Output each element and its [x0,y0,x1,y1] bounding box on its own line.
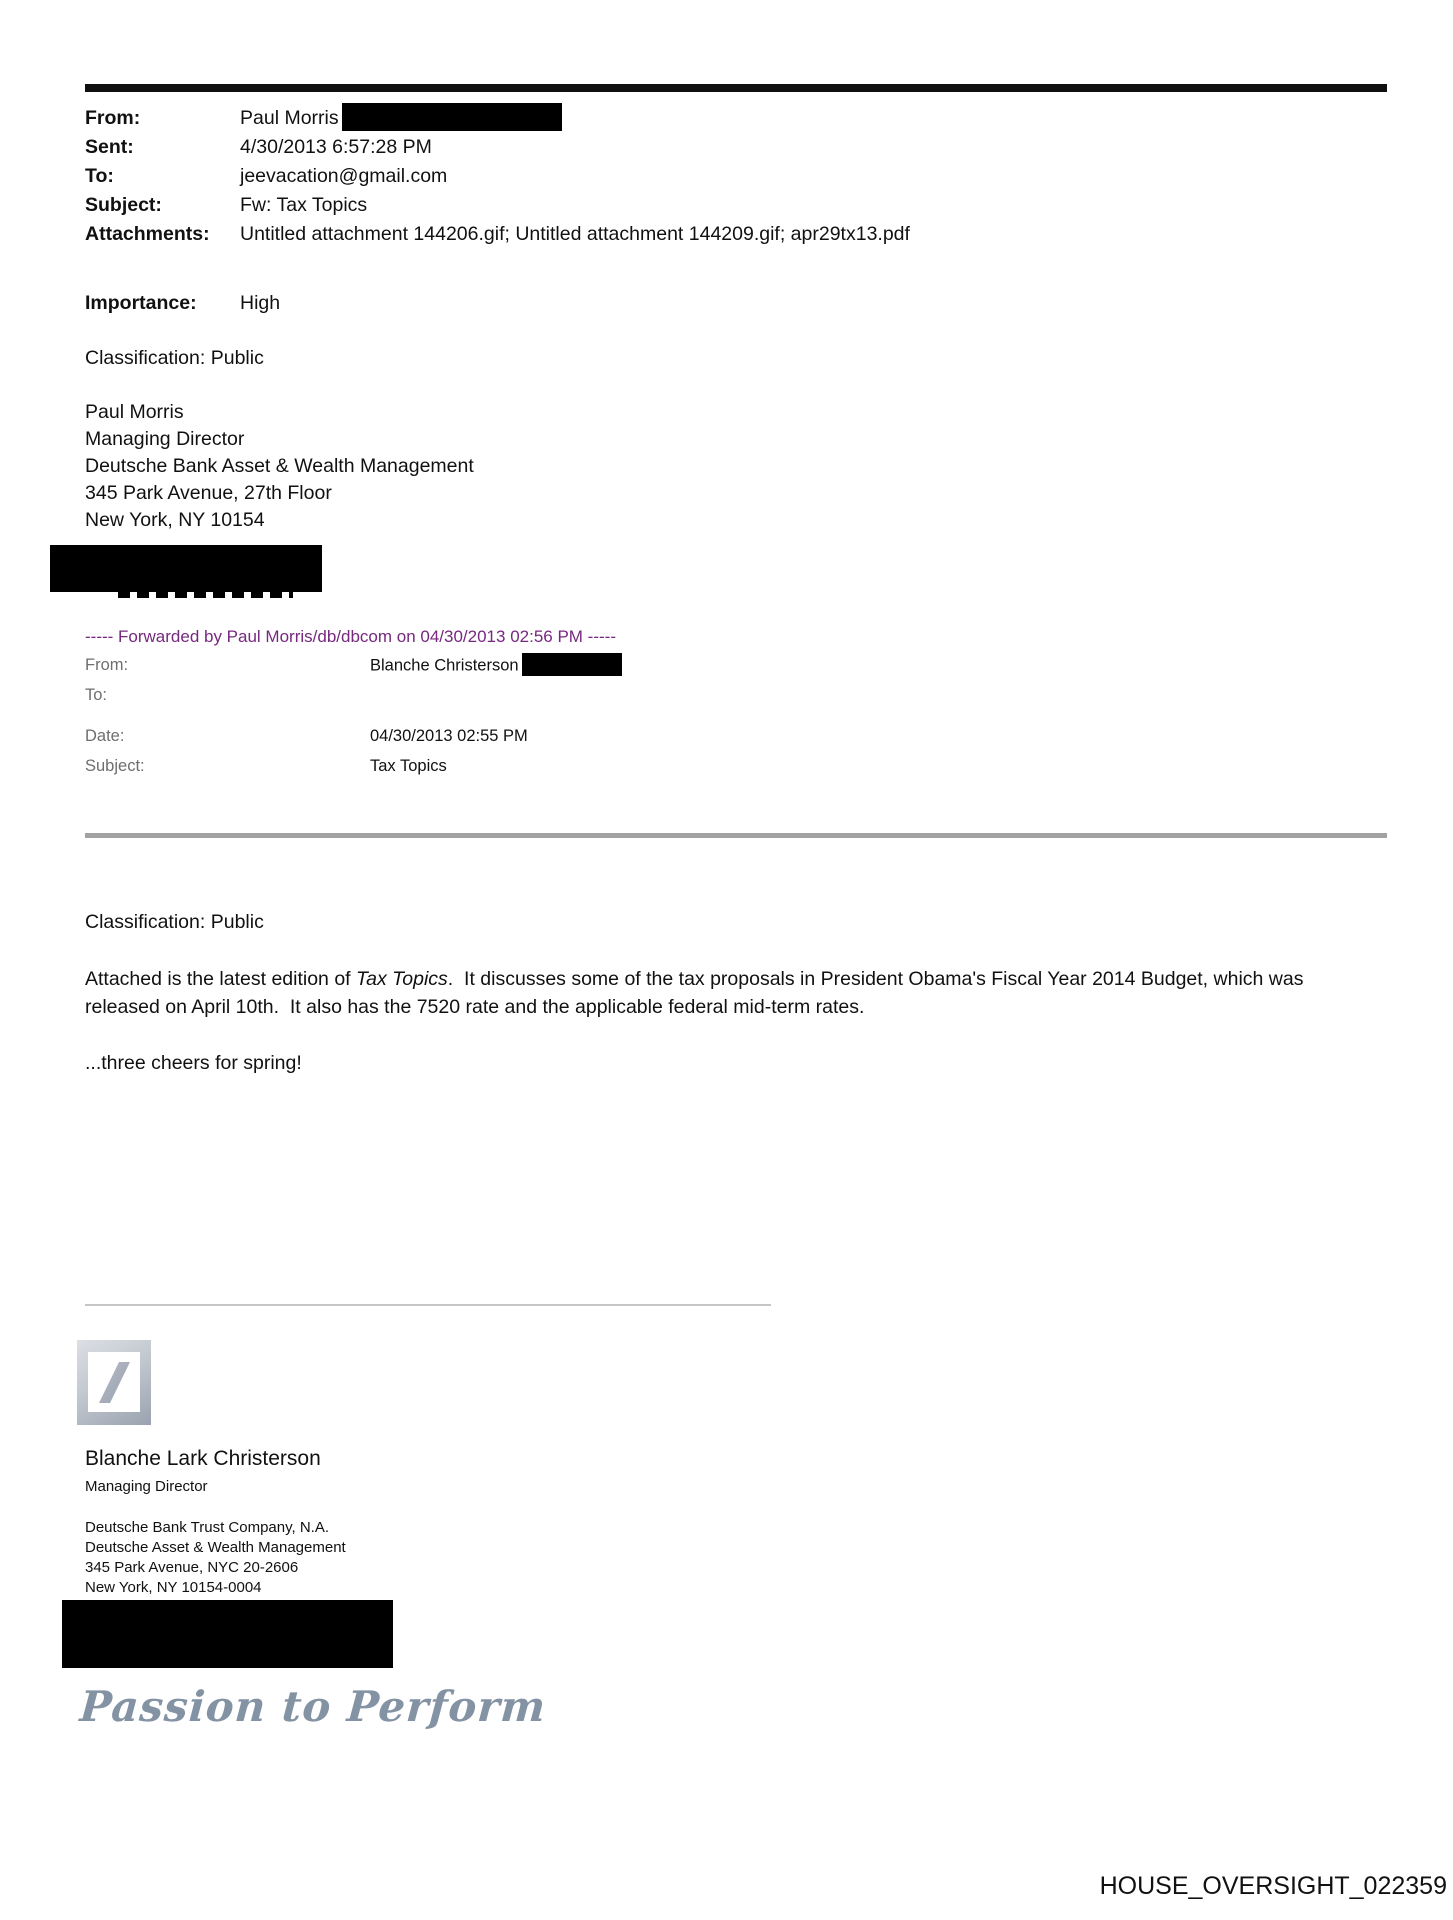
recipient-signature-title: Managing Director [85,1478,208,1495]
signature-line: Deutsche Bank Asset & Wealth Management [85,455,474,477]
sent-label: Sent: [85,136,134,158]
to-label: To: [85,165,114,187]
header-top-rule [85,84,1387,92]
redaction-bar-recipient-contact [62,1600,393,1668]
section-divider-rule [85,833,1387,838]
fwd-subject-value: Tax Topics [370,757,447,775]
attachments-label: Attachments: [85,223,210,245]
from-label: From: [85,107,141,129]
bates-number: HOUSE_OVERSIGHT_022359 [1099,1872,1447,1900]
address-line: Deutsche Bank Trust Company, N.A. [85,1519,329,1536]
fwd-from-label: From: [85,656,129,674]
fwd-to-label: To: [85,686,108,704]
sent-value: 4/30/2013 6:57:28 PM [240,136,432,158]
subject-label: Subject: [85,194,162,216]
deutsche-bank-logo-icon [77,1340,151,1425]
signature-line: 345 Park Avenue, 27th Floor [85,482,332,504]
importance-value: High [240,292,281,314]
deutsche-bank-slash-icon [77,1340,151,1425]
body-classification-line: Classification: Public [85,911,264,933]
signature-line: New York, NY 10154 [85,509,265,531]
recipient-signature-name: Blanche Lark Christerson [85,1447,321,1470]
to-value: jeevacation@gmail.com [240,165,448,187]
fwd-subject-label: Subject: [85,757,145,775]
address-line: 345 Park Avenue, NYC 20-2606 [85,1559,299,1576]
importance-label: Importance: [85,292,197,314]
classification-line: Classification: Public [85,347,264,369]
signature-line: Paul Morris [85,401,184,423]
subject-value: Fw: Tax Topics [240,194,368,216]
sender-signature-block [85,399,474,534]
recipient-address-block [85,1518,346,1598]
forwarded-separator-line: ----- Forwarded by Paul Morris/db/dbcom on 04/30/2013 02:56 PM ----- [85,627,616,646]
importance-row [85,289,280,318]
from-value: Paul Morris [240,104,1385,133]
signature-divider-rule [85,1304,771,1306]
email-header-table [85,104,1385,249]
redaction-bar-contact-info [50,545,322,592]
italic-tax-topics: Tax Topics [356,968,448,990]
signature-line: Managing Director [85,428,245,450]
forwarded-header-table [85,656,985,787]
body-closing-line: ...three cheers for spring! [85,1052,302,1074]
fwd-date-label: Date: [85,727,125,745]
clipped-text-remnant [118,592,293,598]
fwd-date-value: 04/30/2013 02:55 PM [370,727,528,745]
address-line: Deutsche Asset & Wealth Management [85,1539,346,1556]
address-line: New York, NY 10154-0004 [85,1579,262,1596]
fwd-from-value: Blanche Christerson [370,656,985,676]
attachments-value: Untitled attachment 144206.gif; Untitled attachment 144209.gif; apr29tx13.pdf [240,223,910,245]
redaction-bar-fwd-from [522,653,622,676]
body-paragraph: Attached is the latest edition of Tax Topics. It discusses some of the tax proposals in President Obama's Fiscal Year 2014 Budget, which was released on April 10th. It also has the 7520 rate and the applicable federal mid-term rates. [85,968,1309,1018]
redaction-bar-from [342,103,562,131]
passion-to-perform-tagline: Passion to Perform [78,1682,548,1731]
